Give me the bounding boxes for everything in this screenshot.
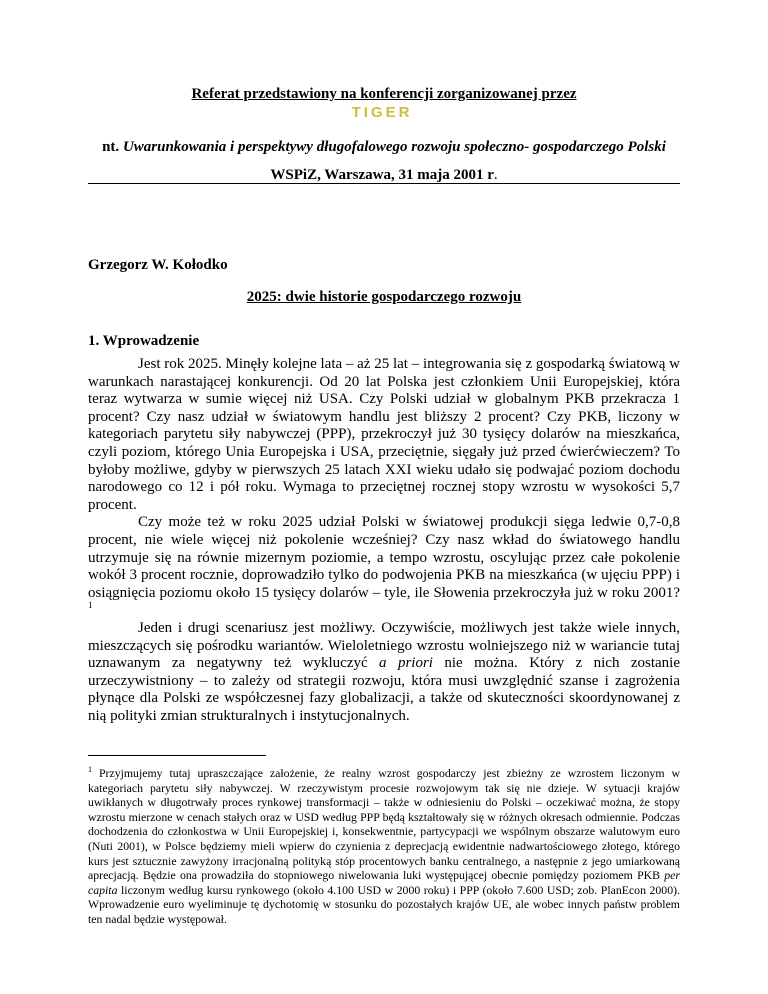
venue-date-text: WSPiZ, Warszawa, 31 maja 2001 r <box>270 167 494 183</box>
topic-prefix: nt. <box>102 139 123 155</box>
paragraph-3-text-b: nie można. Który z nich zostanie urzeczywistniony – to zależy od strategii rozwoju, która musi uwzględnić szanse i zagrożenia płynące dla Polski ze współczesnej fazy globalizacji, a także od skuteczności skoordynowanej z nią polityki zmian strukturalnych i instytucjonalnych. <box>88 655 681 724</box>
tiger-logo-text: TIGER <box>351 104 413 120</box>
body-text <box>88 356 680 725</box>
conference-header: Referat przedstawiony na konferencji zorganizowanej przez <box>191 86 577 102</box>
footnote-emphasis: per capita <box>88 868 680 897</box>
paper-title: 2025: dwie historie gospodarczego rozwoju <box>246 289 522 305</box>
paragraph-3-emphasis: a priori <box>379 655 433 672</box>
footnote-text-a: Przyjmujemy tutaj upraszczające założenie, że realny wzrost gospodarczy jest zbieżny ze wzrostem liczonym w kategoriach parytetu siły nabywczej. W rzeczywistym procesie rozwojowym tak się nie dzieje. W sytuacji krajów uwikłanych w długotrwały proces rynkowej transformacji – także w odniesieniu do Polski – oczekiwać można, że stopy wzrostu mierzone w cenach stałych oraz w USD według PPP będą kształtowały się w różnych okresach odmiennie. Podczas dochodzenia do członkostwa w Unii Europejskiej i, konsekwentnie, partycypacji we wspólnym obszarze walutowym euro (Nuti 2001), w Polsce będziemy mieli wpierw do czynienia z deprecjacją ewidentnie nadwartościowego złotego, którego kurs jest sztucznie zawyżony irracjonalną polityką stóp procentowych banku centralnego, a następnie z jego umiarkowaną aprecjacją. Będzie ona prowadziła do stopniowego niwelowania luki występującej obecnie pomiędzy poziomem PKB <box>88 766 680 883</box>
paragraph-3-text-a: Jeden i drugi scenariusz jest możliwy. Oczywiście, możliwych jest także wiele innych, mieszczących się pośrodku wariantów. Wieloletniego wzrostu wolniejszego niż w wariancie tutaj uznawanym za negatywny też wykluczyć <box>88 619 680 672</box>
paragraph-2-text: Czy może też w roku 2025 udział Polski w światowej produkcji sięga ledwie 0,7-0,8 procent, nie wiele więcej niż pokolenie wcześniej? Czy nasz wkład do światowego handlu utrzymuje się na równie mizernym poziomie, a tempo wzrostu, oscylując przez całe pokolenie wokół 3 procent rocznie, doprowadziło tylko do podwojenia PKB na mieszkańca (w ujęciu PPP) i osiągnięcia poziomu około 15 tysięcy dolarów – tyle, ile Słowenia przekroczyła już w roku 2001? <box>88 514 680 601</box>
header-divider <box>88 183 680 184</box>
footnote-reference[interactable]: 1 <box>88 600 93 611</box>
paragraph-3 <box>88 620 680 726</box>
footnote-number: 1 <box>88 765 92 775</box>
venue-date-dot: . <box>493 167 498 183</box>
footnote-text-b: liczonym według kursu rynkowego (około 4.100 USD w 2000 roku) i PPP (około 7.600 USD; zob. PlanEcon 2000). Wprowadzenie euro wyeliminuje tę dychotomię w stosunku do pozostałych krajów UE, ale wobec innych państw problem ten nadal będzie występował. <box>88 882 680 926</box>
footnote-divider <box>88 755 266 756</box>
section-heading: 1. Wprowadzenie <box>88 333 200 349</box>
paragraph-2 <box>88 514 680 620</box>
conference-topic <box>88 139 680 156</box>
paragraph-1: Jest rok 2025. Minęły kolejne lata – aż 25 lat – integrowania się z gospodarką światową w warunkach narastającej konkurencji. Od 20 lat Polska jest członkiem Unii Europejskiej, która teraz wytwarza w sumie więcej niż USA. Czy Polski udział w globalnym PKB przekracza 1 procent? Czy nasz udział w światowym handlu jest bliższy 2 procent? Czy PKB, liczony w kategoriach parytetu siły nabywczej (PPP), przekroczył już 30 tysięcy dolarów na mieszkańca, czyli poziom, którego Unia Europejska i USA, przeciętnie, sięgały już przed ćwierćwieczem? To byłoby możliwe, gdyby w pierwszych 25 latach XXI wieku udało się podwajać poziom dochodu narodowego co 12 i pół roku. Wymaga to przeciętnej rocznej stopy wzrostu w wysokości 5,7 procent. <box>88 356 680 513</box>
conference-venue-date <box>88 167 680 184</box>
tiger-logo <box>328 103 436 120</box>
topic-title: Uwarunkowania i perspektywy długofalowego rozwoju społeczno- gospodarczego Polski <box>122 139 666 155</box>
footnote <box>88 766 680 927</box>
author-name: Grzegorz W. Kołodko <box>88 257 228 273</box>
